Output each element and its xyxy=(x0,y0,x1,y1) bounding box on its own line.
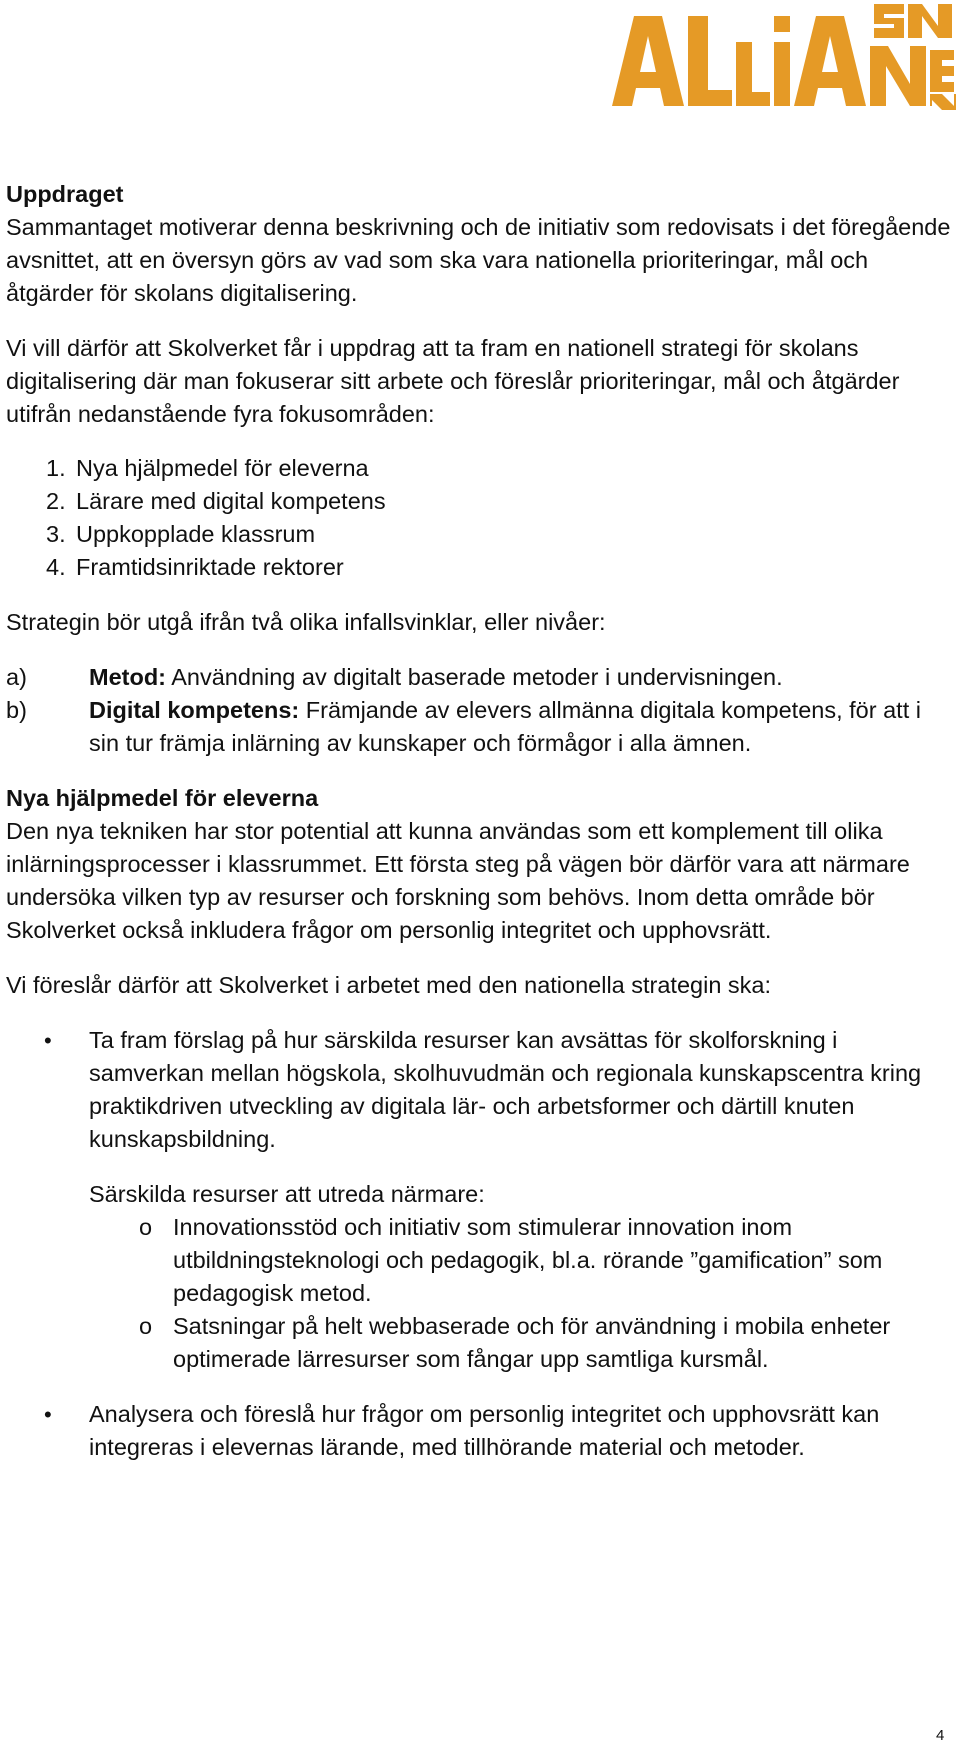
list-text: Uppkopplade klassrum xyxy=(76,521,316,547)
list-text: Satsningar på helt webbaserade och för användning i mobila enheter optimerade lärresurser som fångar upp samtliga kursmål. xyxy=(173,1313,891,1372)
list-item xyxy=(6,1398,956,1464)
list-letter: b) xyxy=(6,697,27,723)
list-item xyxy=(6,452,956,485)
alliansen-logo xyxy=(612,2,956,110)
bullet-icon: • xyxy=(44,1402,52,1427)
list-number: 1. xyxy=(46,455,66,481)
list-item xyxy=(6,551,956,584)
proposal-list xyxy=(6,1024,956,1156)
section-heading-uppdraget: Uppdraget xyxy=(6,181,124,207)
list-number: 3. xyxy=(46,521,66,547)
list-item xyxy=(6,518,956,551)
list-text: Lärare med digital kompetens xyxy=(76,488,386,514)
list-item xyxy=(6,661,956,694)
list-number: 2. xyxy=(46,488,66,514)
page-number: 4 xyxy=(936,1727,945,1744)
list-item xyxy=(6,694,956,760)
focus-areas-list xyxy=(6,452,956,584)
paragraph-intro: Sammantaget motiverar denna beskrivning och de initiativ som redovisats i det föregående avsnittet, att en översyn görs av vad som ska vara nationella prioriteringar, mål och åtgärder för skolans digitalisering. xyxy=(6,214,951,306)
list-text: Innovationsstöd och initiativ som stimulerar innovation inom utbildningsteknologi och pedagogik, bl.a. rörande ”gamification” som pedagogisk metod. xyxy=(173,1214,883,1306)
circle-bullet-icon: o xyxy=(139,1313,153,1339)
sub-list-intro: Särskilda resurser att utreda närmare: xyxy=(89,1181,485,1207)
paragraph-strategy: Vi vill därför att Skolverket får i uppdrag att ta fram en nationell strategi för skolans digitalisering där man fokuserar sitt arbete och föreslår prioriteringar, mål och åtgärder utifrån nedanstående fyra fokusområden: xyxy=(6,335,900,427)
list-text: Analysera och föreslå hur frågor om personlig integritet och upphovsrätt kan integreras i elevernas lärande, med tillhörande material och metoder. xyxy=(89,1401,880,1460)
paragraph-technology: Den nya tekniken har stor potential att kunna användas som ett komplement till olika inlärningsprocesser i klassrummet. Ett första steg på vägen bör därför vara att närmare undersöka vilken typ av resurser och forskning som behövs. Inom detta område bör Skolverket också inkludera frågor om personlig integritet och upphovsrätt. xyxy=(6,818,910,943)
sub-list-item xyxy=(89,1211,956,1310)
sub-list-item xyxy=(89,1310,956,1376)
list-text: Nya hjälpmedel för eleverna xyxy=(76,455,369,481)
list-text: Ta fram förslag på hur särskilda resurser kan avsättas för skolforskning i samverkan mellan högskola, skolhuvudmän och regionala kunskapscentra kring praktikdriven utveckling av digitala lär- och arbetsformer och därtill knuten kunskapsbildning. xyxy=(89,1027,922,1152)
list-number: 4. xyxy=(46,554,66,580)
perspectives-list xyxy=(6,661,956,760)
paragraph-proposal: Vi föreslår därför att Skolverket i arbetet med den nationella strategin ska: xyxy=(6,972,772,998)
paragraph-perspectives: Strategin bör utgå ifrån två olika infallsvinklar, eller nivåer: xyxy=(6,609,606,635)
term-label: Digital kompetens: xyxy=(89,697,300,723)
list-item xyxy=(6,485,956,518)
term-label: Metod: xyxy=(89,664,167,690)
list-letter: a) xyxy=(6,664,27,690)
term-description: Främjande av elevers allmänna digitala kompetens, för att i sin tur främja inlärning av kunskaper och förmågor i alla ämnen. xyxy=(89,697,921,756)
term-description: Användning av digitalt baserade metoder i undervisningen. xyxy=(166,664,783,690)
list-text: Framtidsinriktade rektorer xyxy=(76,554,344,580)
circle-bullet-icon: o xyxy=(139,1214,153,1240)
list-item xyxy=(6,1024,956,1156)
document-body xyxy=(6,178,956,1464)
bullet-icon: • xyxy=(44,1028,52,1053)
section-heading-hjalpmedel: Nya hjälpmedel för eleverna xyxy=(6,785,319,811)
